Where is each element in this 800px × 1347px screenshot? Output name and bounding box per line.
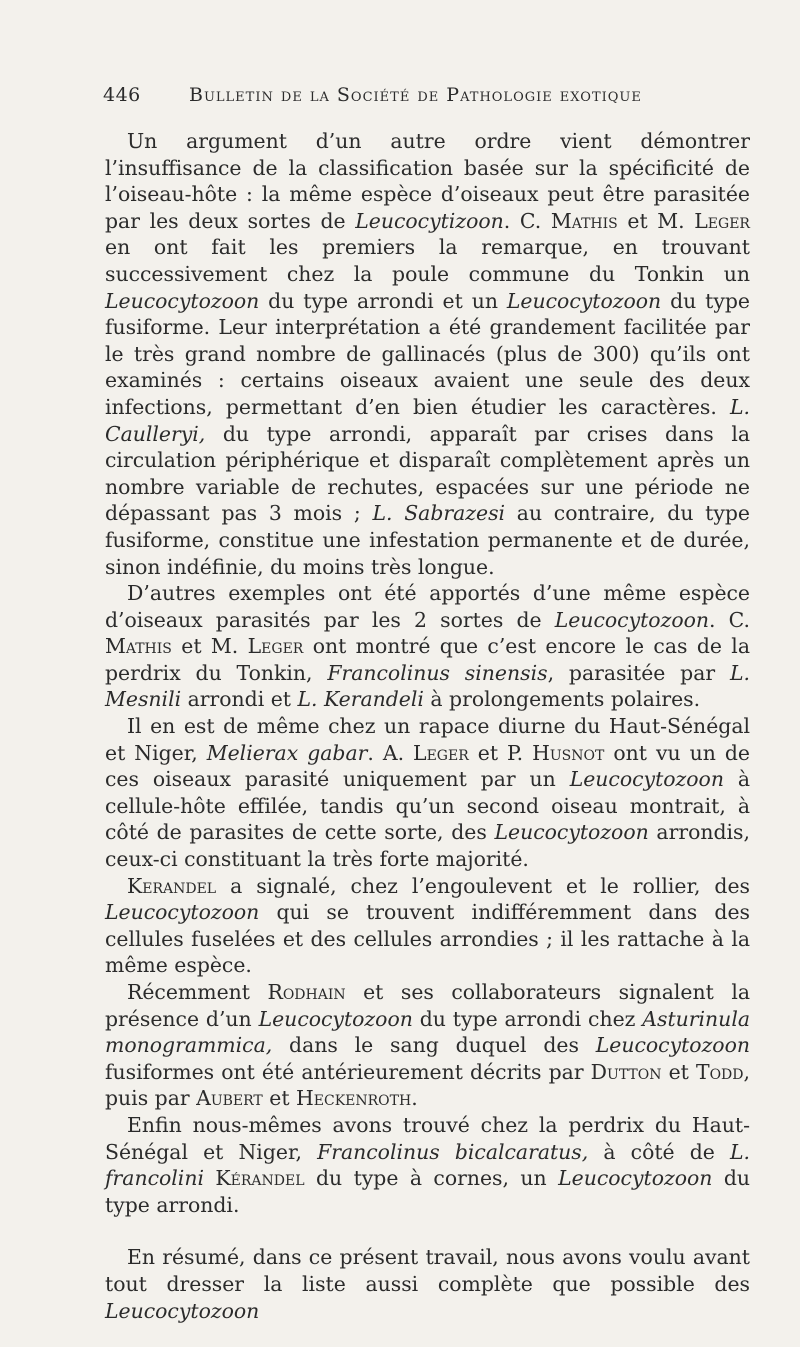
text-run: et M. (617, 208, 695, 233)
text-run: du type fusiforme. Leur interprétation a été grandement facilitée par le très grand nombre de gallinacés (plus de 300) qu’ils ont examinés : certains oiseaux avaient une seule des deux infections, permettant d’en bien étudier les caractères. (105, 288, 750, 419)
page-number: 446 (103, 84, 141, 106)
author-name: Heckenroth (296, 1086, 412, 1111)
text-run: arrondis, ceux-ci constituant la très forte majorité. (105, 820, 750, 872)
paragraph (105, 128, 750, 580)
italic-text: Leucocytozoon (569, 767, 724, 792)
author-name: Kérandel (215, 1166, 305, 1191)
text-run: fusiformes ont été antérieurement décrits par (105, 1059, 591, 1084)
text-run: , puis par (105, 1059, 750, 1111)
author-name: Leger (247, 634, 304, 659)
text-run: du type à cornes, un (304, 1166, 559, 1191)
italic-text: Leucocytozoon (595, 1033, 750, 1058)
text-run: et (262, 1086, 296, 1111)
article-body (105, 128, 750, 1324)
italic-text: L. Sabrazesi (372, 501, 506, 526)
italic-text: Leucocytozoon (554, 607, 710, 632)
paragraph (105, 580, 750, 713)
text-run: ont vu un de ces oiseaux parasité uniquement par un (105, 740, 750, 792)
text-run: Récemment (127, 980, 268, 1004)
text-run: Enfin nous-mêmes avons trouvé chez la perdrix du Haut-Sénégal et Niger, (105, 1112, 750, 1164)
italic-text: L. Kerandeli (297, 687, 424, 712)
text-run: et M. (171, 634, 248, 659)
author-name: Mathis (105, 634, 172, 659)
paragraph (105, 979, 750, 1112)
author-name: Rodhain (267, 980, 346, 1004)
text-run: dans le sang duquel des (272, 1033, 596, 1058)
italic-text: Leucocytozoon (258, 1006, 413, 1031)
text-run: à côté de (588, 1139, 730, 1164)
author-name: Mathis (550, 208, 618, 233)
author-name: Husnot (532, 740, 605, 765)
text-run: du type arrondi, apparaît par crises dans la circulation périphérique et disparaît complètement après un nombre variable de rechutes, espacées sur une période ne dépassant pas 3 mois ; (105, 421, 750, 526)
italic-text: Leucocytozoon (558, 1166, 713, 1191)
italic-text: Francolinus sinensis (327, 660, 548, 685)
text-run: du type arrondi. (105, 1166, 751, 1217)
text-run: qui se trouvent indifféremment dans des cellules fuselées et des cellules arrondies ; il les rattache à la même espèce. (105, 900, 750, 978)
paragraph (105, 1112, 750, 1218)
italic-text: Francolinus bicalcaratus, (317, 1139, 589, 1164)
author-name: Todd (695, 1059, 744, 1084)
text-run: à prolongements polaires. (423, 687, 701, 712)
running-header (103, 84, 663, 110)
italic-text: Leucocytozoon (105, 1298, 260, 1323)
italic-text: L. Mesnili (105, 660, 750, 712)
text-run: et (661, 1059, 696, 1084)
text-run: . (411, 1086, 418, 1111)
text-run: . C. (709, 607, 750, 632)
text-run: Un argument d’un autre ordre vient démontrer l’insuffisance de la classification basée sur la spécificité de l’oiseau-hôte : la même espèce d’oiseaux peut être parasitée par les deux sortes de (105, 129, 750, 233)
italic-text: Melierax gabar (206, 740, 368, 765)
italic-text: Leucocytozoon (105, 288, 260, 313)
author-name: Kerandel (127, 873, 217, 898)
text-run: en ont fait les premiers la remarque, en trouvant successivement chez la poule commune du Tonkin un (105, 235, 750, 286)
text-run: du type arrondi et un (259, 288, 507, 313)
text-run: D’autres exemples ont été apportés d’une même espèce d’oiseaux parasités par les 2 sortes de (105, 581, 750, 632)
author-name: Leger (694, 208, 750, 233)
journal-title: Bulletin de la Société de Pathologie exotique (189, 84, 642, 106)
text-run: , parasitée par (547, 660, 730, 685)
text-run: et P. (468, 740, 533, 765)
italic-text: L. Caulleryi, (105, 394, 750, 446)
author-name: Aubert (196, 1086, 263, 1111)
paragraph (105, 873, 750, 979)
text-run: Il en est de même chez un rapace diurne du Haut-Sénégal et Niger, (105, 714, 750, 765)
paragraph (105, 713, 750, 873)
author-name: Leger (413, 740, 469, 765)
paragraph (105, 1244, 750, 1324)
italic-text: Leucocytozoon (506, 288, 662, 313)
text-run: et ses collaborateurs signalent la présence d’un (105, 980, 750, 1031)
text-run (204, 1166, 215, 1190)
text-run: ont montré que c’est encore le cas de la perdrix du Tonkin, (105, 634, 750, 685)
italic-text: Asturinula monogrammica, (105, 1006, 750, 1058)
text-run: . A. (367, 740, 414, 765)
italic-text: Leucocytozoon (105, 900, 260, 925)
italic-text: L. francolini (105, 1139, 750, 1191)
italic-text: Leucocytizoon (355, 208, 504, 233)
text-run: du type arrondi chez (412, 1006, 643, 1031)
text-run: En résumé, dans ce présent travail, nous avons voulu avant tout dresser la liste aussi complète que possible des (105, 1245, 750, 1296)
text-run: au contraire, du type fusiforme, constitue une infestation permanente et de durée, sinon indéfinie, du moins très longue. (105, 501, 751, 579)
text-run: a signalé, chez l’engoulevent et le rollier, des (216, 873, 750, 898)
italic-text: Leucocytozoon (494, 820, 649, 845)
author-name: Dutton (590, 1059, 662, 1084)
text-run: . C. (503, 208, 551, 233)
text-run: arrondi et (181, 687, 298, 712)
text-run: à cellule-hôte effilée, tandis qu’un second oiseau montrait, à côté de parasites de cette sorte, des (105, 767, 751, 845)
